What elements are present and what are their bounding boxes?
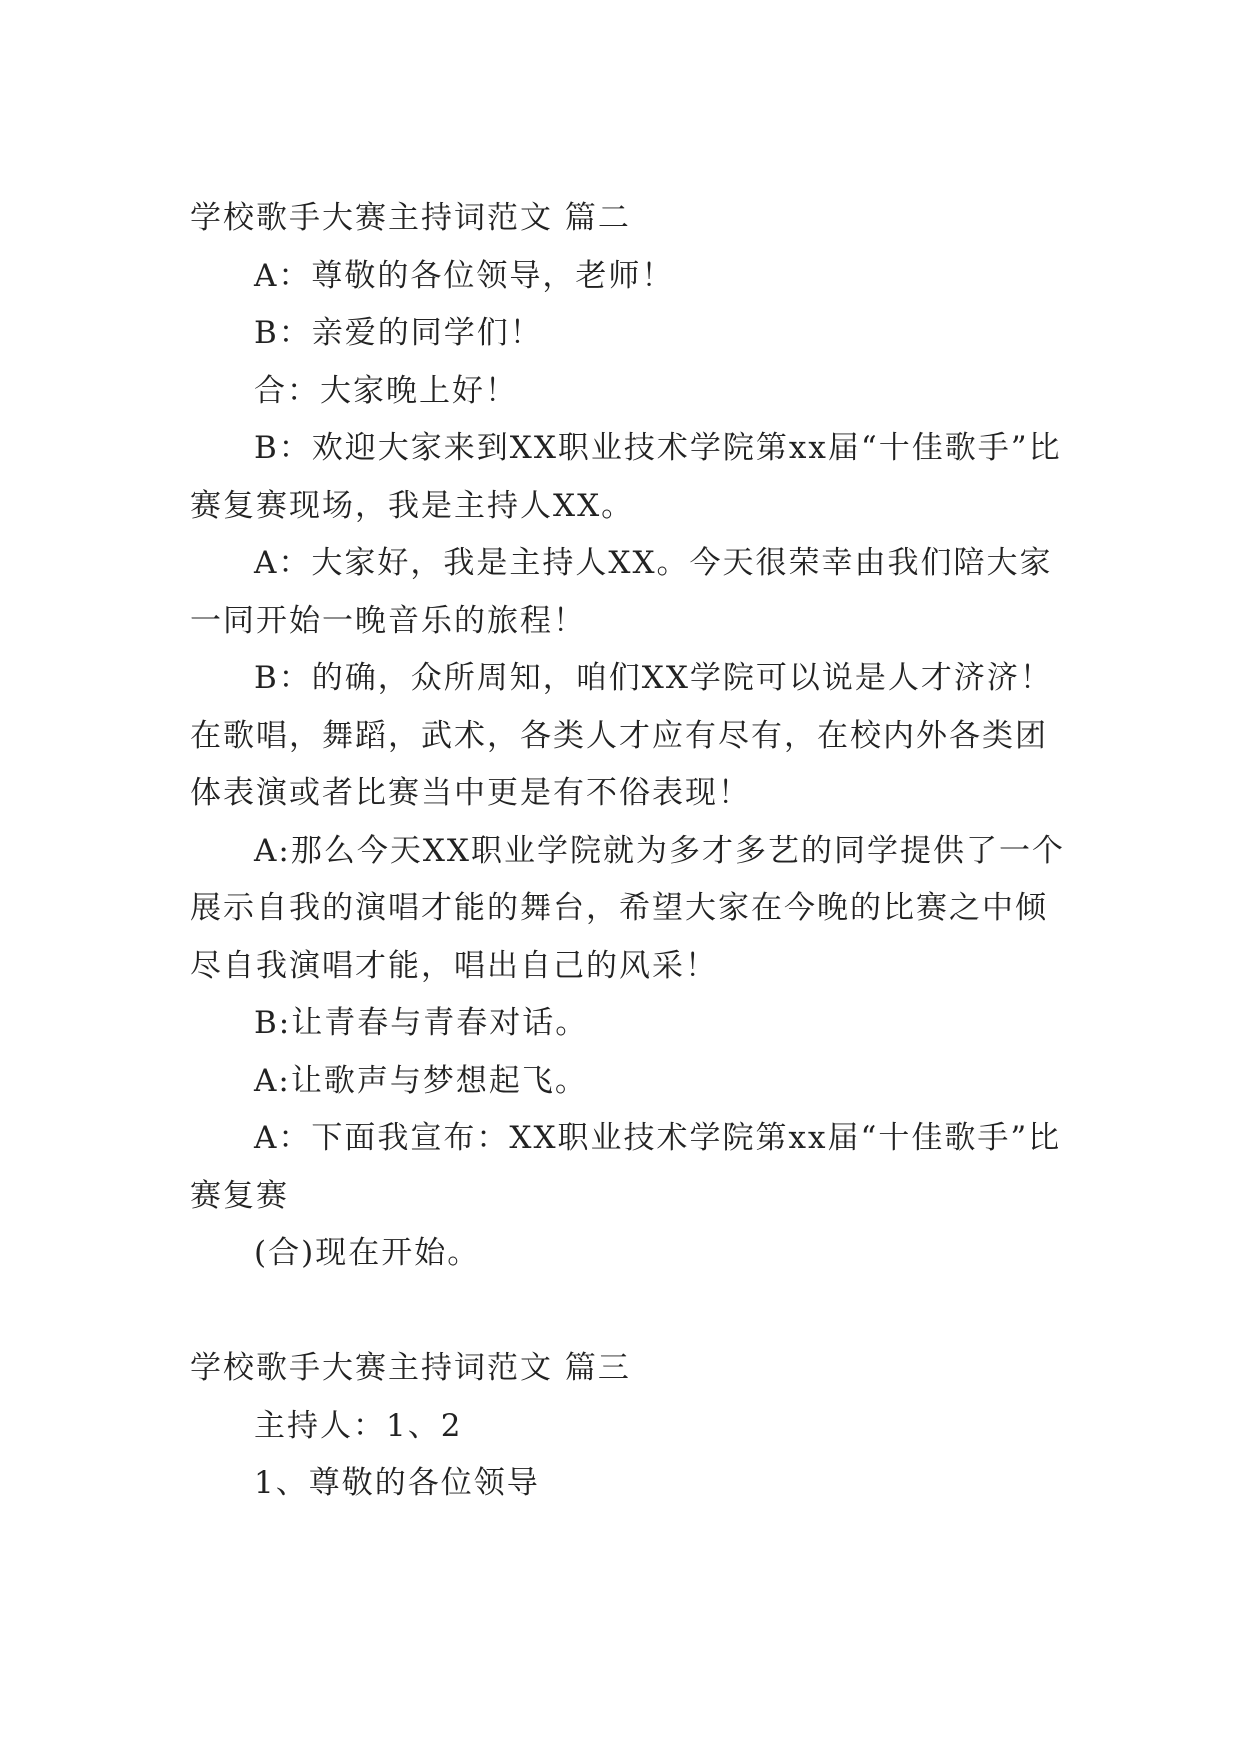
paragraph: A:让歌声与梦想起飞。	[254, 1062, 588, 1099]
paragraph: B：的确，众所周知，咱们XX学院可以说是人才济济！在歌唱，舞蹈，武术，各类人才应有尽有，在校内外各类团体表演或者比赛当中更是有不俗表现！	[190, 660, 1053, 811]
paragraph: A:那么今天XX职业学院就为多才多艺的同学提供了一个展示自我的演唱才能的舞台，希望大家在今晚的比赛之中倾尽自我演唱才能，唱出自己的风采！	[190, 832, 1065, 984]
paragraph: 合：大家晚上好！	[254, 372, 518, 409]
paragraph: A：下面我宣布：XX职业技术学院第xx届“十佳歌手”比赛复赛	[190, 1120, 1062, 1214]
paragraph: B:让青春与青春对话。	[254, 1005, 589, 1041]
paragraph: A：尊敬的各位领导，老师！	[254, 257, 675, 294]
paragraph: B：欢迎大家来到XX职业技术学院第xx届“十佳歌手”比赛复赛现场，我是主持人XX。	[190, 430, 1062, 524]
paragraph: B：亲爱的同学们！	[254, 315, 543, 351]
paragraph: 1、尊敬的各位领导	[254, 1465, 540, 1501]
section-title-part-three: 学校歌手大赛主持词范文 篇三	[190, 1350, 631, 1386]
section-title-part-two: 学校歌手大赛主持词范文 篇二	[190, 200, 631, 236]
paragraph: 主持人：1、2	[254, 1407, 463, 1444]
document-body	[190, 190, 1070, 1513]
section-spacer	[190, 1283, 1070, 1341]
paragraph: A：大家好，我是主持人XX。今天很荣幸由我们陪大家一同开始一晚音乐的旅程！	[190, 545, 1053, 639]
paragraph: (合)现在开始。	[254, 1235, 481, 1271]
